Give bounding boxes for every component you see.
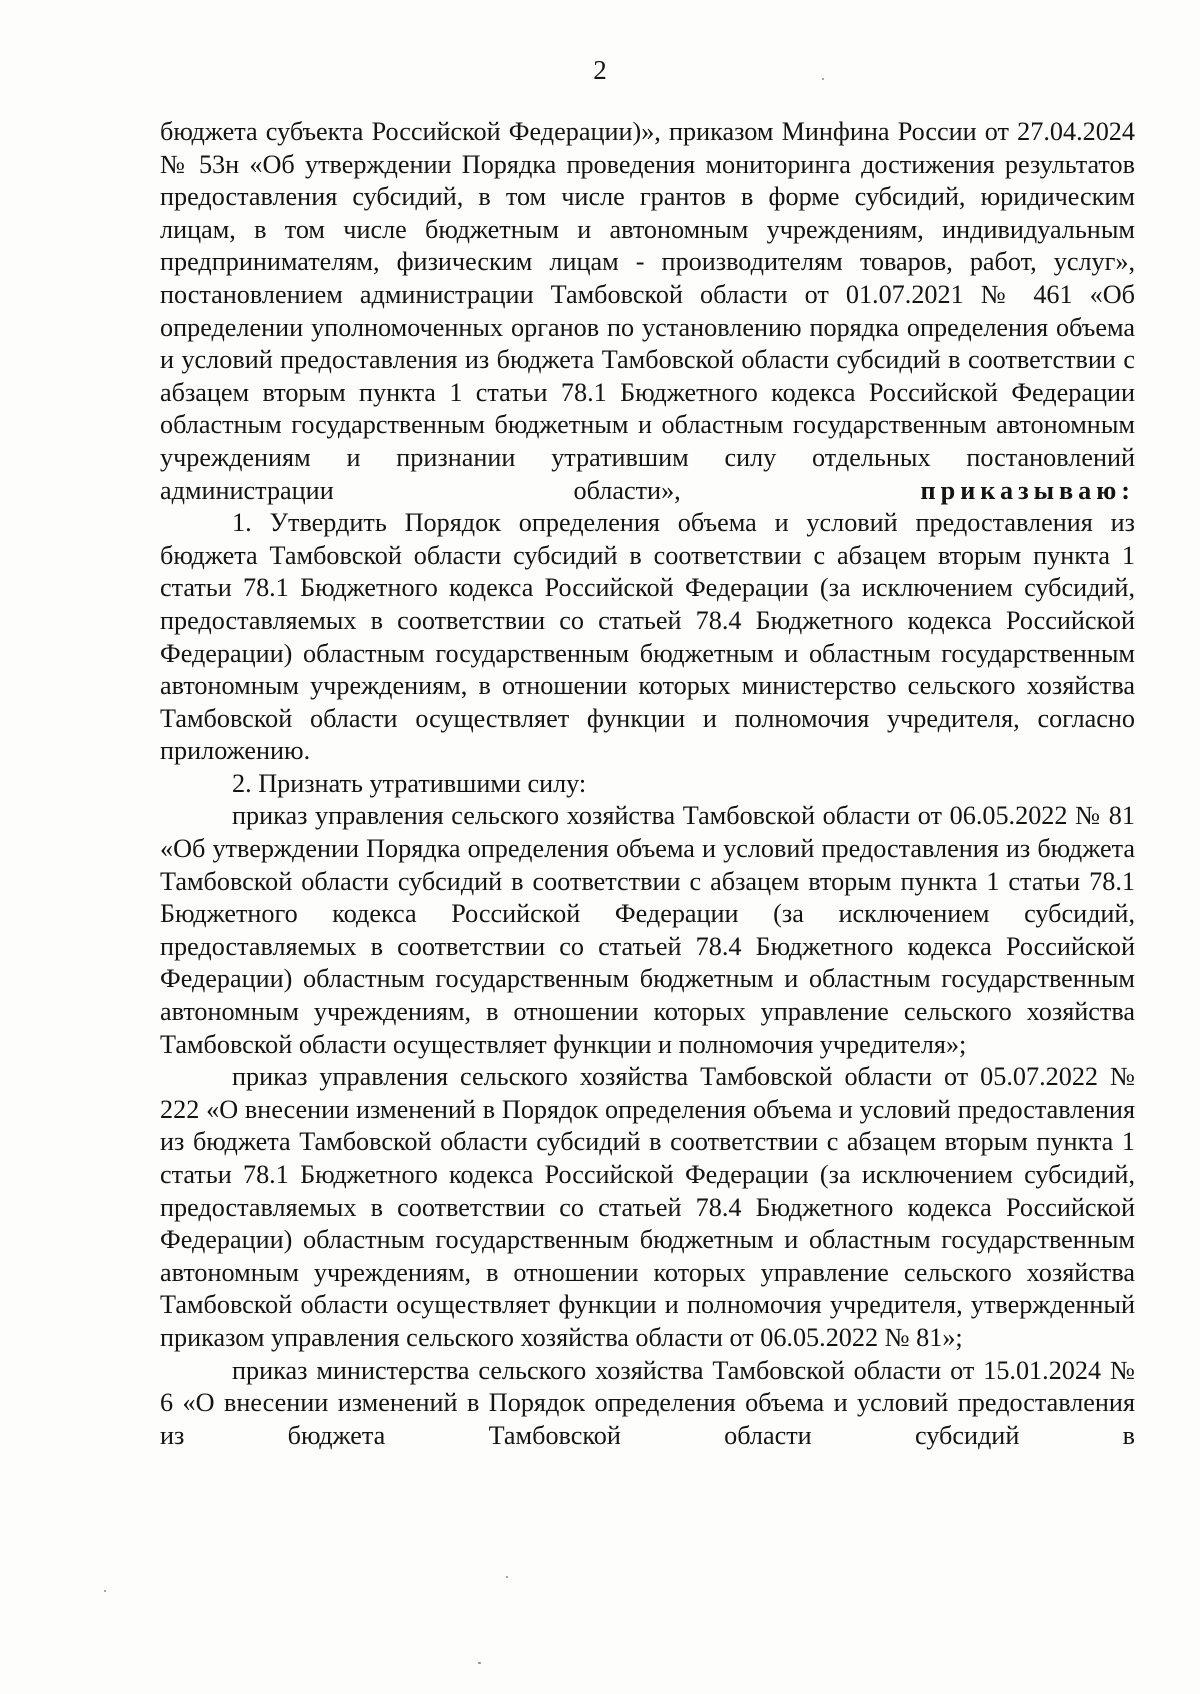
order-keyword: приказываю: xyxy=(920,475,1136,505)
preamble-text: бюджета субъекта Российской Федерации)», приказом Минфина России от 27.04.2024 № 53н «Об утверждении Порядка проведения мониторинга достижения результатов предоставления субсидий, в том числе грантов в форме субсидий, юридическим лицам, в том числе бюджетным и автономным учреждениям, индивидуальным предпринимателям, физическим лицам - производителям товаров, работ, услуг», постановлением администрации Тамбовской области от 01.07.2021 № 461 «Об определении уполномоченных органов по установлению порядка определения объема и условий предоставления из бюджета Тамбовской области субсидий в соответствии с абзацем вторым пункта 1 статьи 78.1 Бюджетного кодекса Российской Федерации областным государственным бюджетным и областным государственным автономным учреждениям и признании утратившим силу отдельных постановлений администрации области», xyxy=(160,117,1135,505)
document-body xyxy=(160,116,1135,1452)
paragraph-item-2: 2. Признать утратившими силу: xyxy=(232,768,587,798)
page-number: 2 xyxy=(593,55,607,85)
paragraph-repealed-order-81: приказ управления сельского хозяйства Тамбовской области от 06.05.2022 № 81 «Об утверждении Порядка определения объема и условий предоставления из бюджета Тамбовской области субсидий в соответствии с абзацем вторым пункта 1 статьи 78.1 Бюджетного кодекса Российской Федерации (за исключением субсидий, предоставляемых в соответствии со статьей 78.4 Бюджетного кодекса Российской Федерации) областным государственным бюджетным и областным государственным автономным учреждениям, в отношении которых управление сельского хозяйства Тамбовской области осуществляет функции и полномочия учредителя»; xyxy=(160,801,1135,1059)
paragraph-preamble xyxy=(160,116,1135,507)
scan-speck xyxy=(506,1576,508,1578)
paragraph-repealed-order-222: приказ управления сельского хозяйства Тамбовской области от 05.07.2022 № 222 «О внесении изменений в Порядок определения объема и условий предоставления из бюджета Тамбовской области субсидий в соответствии с абзацем вторым пункта 1 статьи 78.1 Бюджетного кодекса Российской Федерации (за исключением субсидий, предоставляемых в соответствии со статьей 78.4 Бюджетного кодекса Российской Федерации) областным государственным бюджетным и областным государственным автономным учреждениям, в отношении которых управление сельского хозяйства Тамбовской области осуществляет функции и полномочия учредителя, утвержденный приказом управления сельского хозяйства области от 06.05.2022 № 81»; xyxy=(160,1062,1135,1352)
scan-speck xyxy=(822,78,824,80)
scan-speck xyxy=(478,1662,481,1664)
scan-speck xyxy=(104,1590,106,1592)
paragraph-item-1: 1. Утвердить Порядок определения объема и условий предоставления из бюджета Тамбовской области субсидий в соответствии с абзацем вторым пункта 1 статьи 78.1 Бюджетного кодекса Российской Федерации (за исключением субсидий, предоставляемых в соответствии со статьей 78.4 Бюджетного кодекса Российской Федерации) областным государственным бюджетным и областным государственным автономным учреждениям, в отношении которых министерство сельского хозяйства Тамбовской области осуществляет функции и полномочия учредителя, согласно приложению. xyxy=(160,508,1135,766)
paragraph-repealed-order-6: приказ министерства сельского хозяйства Тамбовской области от 15.01.2024 № 6 «О внесении изменений в Порядок определения объема и условий предоставления из бюджета Тамбовской области субсидий в xyxy=(160,1355,1135,1450)
